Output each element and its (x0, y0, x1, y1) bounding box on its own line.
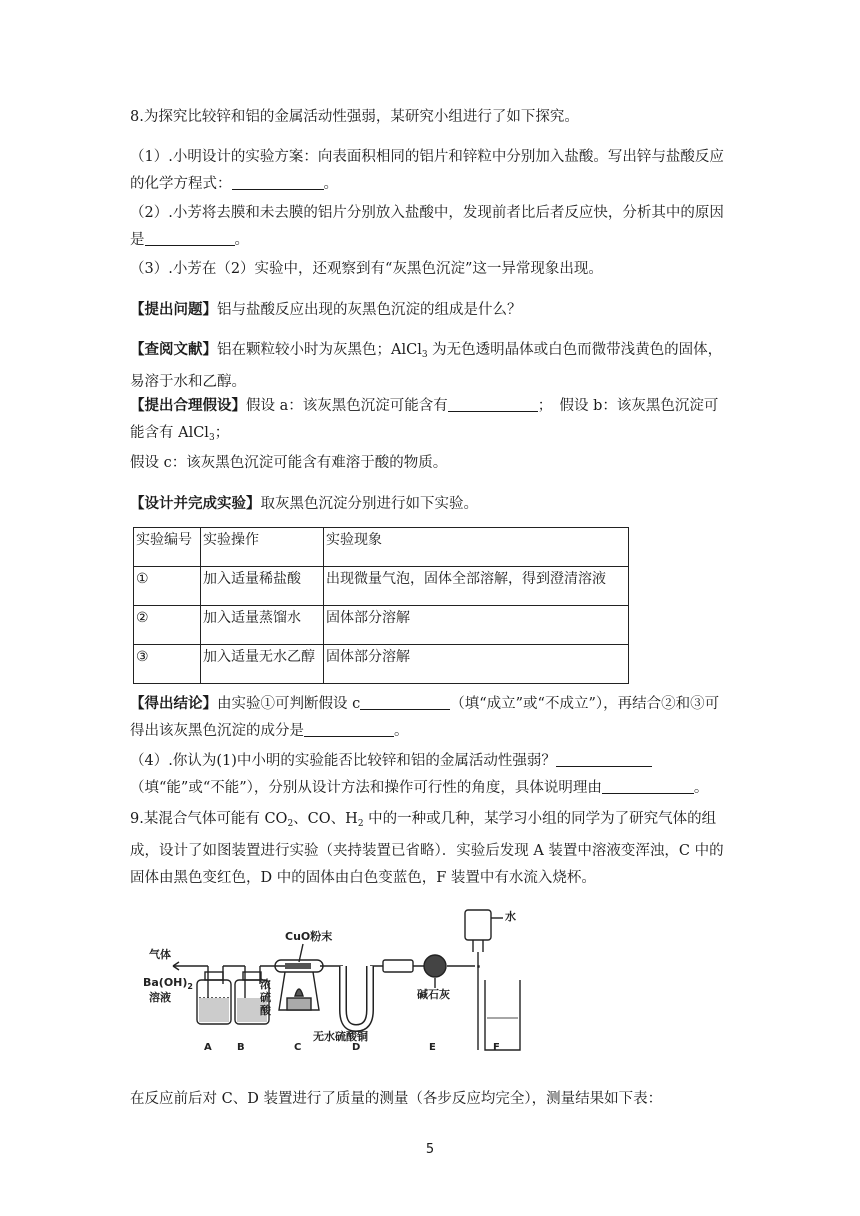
table-cell: ② (134, 606, 201, 645)
table-header-row (134, 528, 629, 567)
q8-conclusion: 【得出结论】由实验①可判断假设 c （填“成立”或“不成立”），再结合②和③可得出该灰黑色沉淀的成分是 。 (130, 695, 720, 739)
table-cell: 固体部分溶解 (324, 606, 629, 645)
label-a: A (204, 1042, 212, 1053)
label-b: B (237, 1042, 245, 1053)
table-header: 实验现象 (324, 528, 629, 567)
label-acid-2: 硫 (260, 991, 271, 1004)
label-cuso4: 无水硫酸铜 (313, 1030, 368, 1043)
label-d: D (352, 1042, 361, 1053)
label-sodalime: 碱石灰 (417, 988, 450, 1001)
q9-after: 在反应前后对 C、D 装置进行了质量的测量（各步反应均完全），测量结果如下表： (130, 1091, 663, 1107)
table-cell: 出现微量气泡，固体全部溶解，得到澄清溶液 (324, 567, 629, 606)
label-water: 水 (505, 910, 516, 923)
table-row (134, 606, 629, 645)
table-header: 实验编号 (134, 528, 201, 567)
table-row (134, 567, 629, 606)
answer-blank[interactable] (232, 175, 324, 190)
q8-hypothesis-c: 假设 c：该灰黑色沉淀可能含有难溶于酸的物质。 (130, 455, 448, 471)
answer-blank[interactable] (360, 695, 450, 710)
label-acid-1: 浓 (260, 978, 271, 991)
label-acid-3: 酸 (260, 1004, 271, 1017)
table-cell: ③ (134, 645, 201, 684)
table-header: 实验操作 (201, 528, 324, 567)
label-f: F (493, 1042, 500, 1053)
label-e: E (429, 1042, 436, 1053)
table-row (134, 645, 629, 684)
q8-part3: （3）.小芳在（2）实验中，还观察到有“灰黑色沉淀”这一异常现象出现。 (130, 261, 603, 277)
q8-design: 【设计并完成实验】取灰黑色沉淀分别进行如下实验。 (130, 495, 478, 512)
answer-blank[interactable] (448, 397, 538, 412)
q8-question: 【提出问题】铝与盐酸反应出现的灰黑色沉淀的组成是什么？ (130, 301, 522, 318)
label-cuo: CuO粉末 (285, 930, 333, 943)
q8-intro: 8.为探究比较锌和铝的金属活动性强弱，某研究小组进行了如下探究。 (130, 109, 579, 125)
answer-blank[interactable] (602, 779, 694, 794)
answer-blank[interactable] (556, 752, 652, 767)
answer-blank[interactable] (304, 722, 394, 737)
table-cell: 加入适量无水乙醇 (201, 645, 324, 684)
q8-part1: （1）.小明设计的实验方案：向表面积相同的铝片和锌粒中分别加入盐酸。写出锌与盐酸反应的化学方程式： 。 (130, 149, 724, 192)
answer-blank[interactable] (145, 231, 235, 246)
table-cell: 加入适量稀盐酸 (201, 567, 324, 606)
q8-part2: （2）.小芳将去膜和未去膜的铝片分别放入盐酸中，发现前者比后者反应快，分析其中的原因是 。 (130, 205, 724, 248)
page-number: 5 (425, 1142, 435, 1157)
q8-hypothesis: 【提出合理假设】假设 a：该灰黑色沉淀可能含有 ； 假设 b：该灰黑色沉淀可能含有 AlCl$_3$； (130, 397, 719, 443)
experiment-apparatus-diagram (135, 900, 535, 1060)
q9-text: 9.某混合气体可能有 $CO_2$、CO、$H_2$ 中的一种或几种，某学习小组的同学为了研究气体的组成，设计了如图装置进行实验（夹持装置已省略）．实验后发现 A 装置中溶液变浑浊，C 中的固体由黑色变红色，D 中的固体由白色变蓝色，F 装置中有水流入烧杯。 (130, 811, 724, 886)
label-solution: 溶液 (149, 991, 171, 1004)
label-c: C (294, 1042, 302, 1053)
experiment-table (133, 527, 629, 684)
label-gas: 气体 (149, 948, 171, 961)
q8-part4: （4）.你认为(1)中小明的实验能否比较锌和铝的金属活动性强弱？（填“能”或“不能”），分别从设计方法和操作可行性的角度，具体说明理由 。 (130, 753, 709, 796)
q8-literature: 【查阅文献】铝在颗粒较小时为灰黑色；AlCl$_3$ 为无色透明晶体或白色而微带浅黄色的固体，易溶于水和乙醇。 (130, 341, 723, 390)
table-cell: 加入适量蒸馏水 (201, 606, 324, 645)
table-cell: ① (134, 567, 201, 606)
table-cell: 固体部分溶解 (324, 645, 629, 684)
label-baoh: $Ba(OH)_2$ (143, 976, 193, 991)
